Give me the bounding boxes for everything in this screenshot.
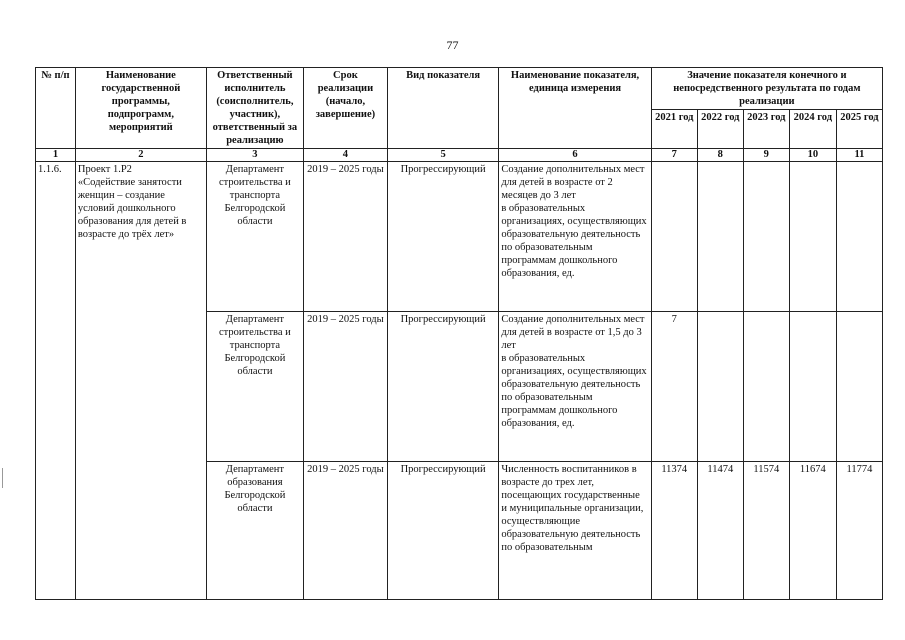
column-number: 9 (743, 149, 789, 162)
row-period: 2019 – 2025 годы (303, 312, 387, 462)
header-year-2024: 2024 год (789, 110, 836, 149)
column-number: 10 (789, 149, 836, 162)
header-values: Значение показателя конечного и непосредственного результата по годам реализации (651, 68, 882, 110)
column-number: 4 (303, 149, 387, 162)
row-indicator-kind: Прогрессирующий (387, 312, 498, 462)
header-year-2025: 2025 год (836, 110, 882, 149)
row-indicator-name: Создание дополнительных мест для детей в возрасте от 2 месяцев до 3 лет в образовательных организациях, осуществляющих образовательную деятельность по образовательным программам дошкольного образования, ед. (499, 162, 651, 312)
column-number: 8 (697, 149, 743, 162)
column-number: 11 (836, 149, 882, 162)
section-name: Проект 1.Р2 «Содействие занятости женщин – создание условий дошкольного образования для детей в возрасте до трёх лет» (75, 162, 206, 600)
row-indicator-name: Численность воспитанников в возрасте до трех лет, посещающих государственные и муниципальные организации, осуществляющие образовательную деятельность по образовательным (499, 462, 651, 600)
column-number: 6 (499, 149, 651, 162)
row-executor: Департамент строительства и транспорта Белгородской области (206, 162, 303, 312)
row-value-2025 (836, 312, 882, 462)
row-indicator-kind: Прогрессирующий (387, 162, 498, 312)
row-value-2022 (697, 162, 743, 312)
margin-mark (2, 468, 6, 488)
row-value-2022 (697, 312, 743, 462)
row-value-2024: 11674 (789, 462, 836, 600)
column-numbers-row (36, 149, 883, 162)
header-indicator-kind: Вид показателя (387, 68, 498, 149)
column-number: 3 (206, 149, 303, 162)
row-value-2025 (836, 162, 882, 312)
header-year-2021: 2021 год (651, 110, 697, 149)
section-number: 1.1.6. (36, 162, 76, 600)
header-row (36, 68, 883, 110)
row-value-2023 (743, 162, 789, 312)
page-number: 77 (446, 38, 459, 52)
column-number: 2 (75, 149, 206, 162)
header-indicator-name: Наименование показателя, единица измерения (499, 68, 651, 149)
column-number: 5 (387, 149, 498, 162)
row-value-2024 (789, 162, 836, 312)
row-value-2021: 7 (651, 312, 697, 462)
row-period: 2019 – 2025 годы (303, 162, 387, 312)
header-executor: Ответственный исполнитель (соисполнитель, участник), ответственный за реализацию (206, 68, 303, 149)
row-value-2025: 11774 (836, 462, 882, 600)
header-number: № п/п (36, 68, 76, 149)
row-value-2022: 11474 (697, 462, 743, 600)
row-value-2023: 11574 (743, 462, 789, 600)
column-number: 1 (36, 149, 76, 162)
row-value-2021: 11374 (651, 462, 697, 600)
indicators-table (35, 67, 883, 600)
row-value-2023 (743, 312, 789, 462)
header-period: Срок реализации (начало, завершение) (303, 68, 387, 149)
column-number: 7 (651, 149, 697, 162)
row-executor: Департамент строительства и транспорта Белгородской области (206, 312, 303, 462)
row-indicator-name: Создание дополнительных мест для детей в возрасте от 1,5 до 3 лет в образовательных организациях, осуществляющих образовательную деятельность по образовательным программам дошкольного образования, ед. (499, 312, 651, 462)
table-row (36, 162, 883, 312)
header-year-2023: 2023 год (743, 110, 789, 149)
row-value-2021 (651, 162, 697, 312)
row-executor: Департамент образования Белгородской области (206, 462, 303, 600)
header-year-2022: 2022 год (697, 110, 743, 149)
header-program-name: Наименование государственной программы, подпрограмм, мероприятий (75, 68, 206, 149)
row-indicator-kind: Прогрессирующий (387, 462, 498, 600)
row-period: 2019 – 2025 годы (303, 462, 387, 600)
row-value-2024 (789, 312, 836, 462)
